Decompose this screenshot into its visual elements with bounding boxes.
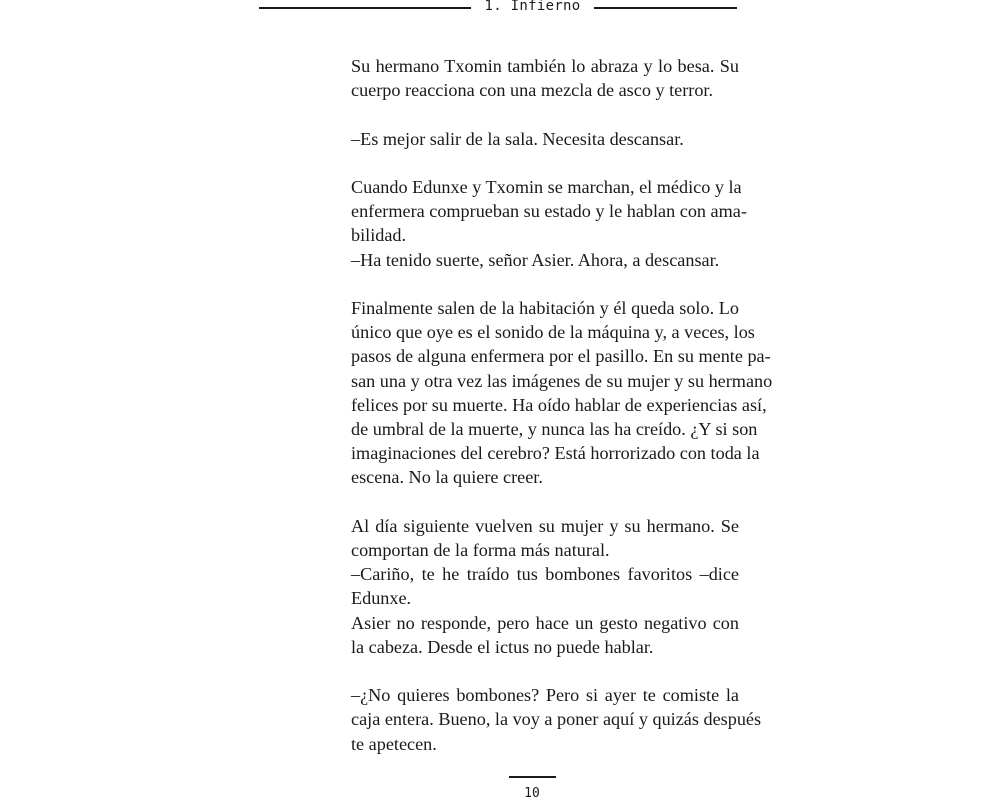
text-line: enfermera comprueban su estado y le hablan con ama-: [351, 201, 747, 222]
header-rule-right: [594, 7, 737, 9]
text-line: pasos de alguna enfermera por el pasillo. En su mente pa-: [351, 346, 771, 367]
paragraph: [327, 514, 739, 562]
paragraph: [327, 127, 739, 151]
text-line: –Cariño, te he traído tus bombones favoritos –dice: [351, 564, 739, 585]
body-text: [327, 54, 773, 756]
text-line: Asier no responde, pero hace un gesto negativo con: [351, 612, 739, 633]
text-line: –Ha tenido suerte, señor Asier. Ahora, a descansar.: [351, 249, 720, 270]
text-line: felices por su muerte. Ha oído hablar de experiencias así,: [351, 394, 767, 415]
text-line: escena. No la quiere creer.: [351, 467, 543, 488]
text-line: de umbral de la muerte, y nunca las ha creído. ¿Y si son: [351, 419, 758, 439]
text-line: –¿No quieres bombones? Pero si ayer te comiste la: [351, 685, 739, 706]
text-line: comportan de la forma más natural.: [351, 540, 610, 560]
text-line: Su hermano Txomin también lo abraza y lo besa. Su: [351, 56, 739, 76]
paragraph: [327, 296, 773, 490]
text-line: san una y otra vez las imágenes de su mujer y su hermano: [351, 370, 773, 391]
text-line: –Es mejor salir de la sala. Necesita descansar.: [351, 128, 684, 149]
paragraph: [327, 54, 739, 102]
page-number: 10: [524, 786, 540, 800]
paragraph: [327, 562, 739, 610]
text-line: único que oye es el sonido de la máquina y, a veces, los: [351, 322, 755, 343]
paragraph: [327, 611, 739, 659]
text-line: imaginaciones del cerebro? Está horrorizado con toda la: [351, 443, 760, 464]
text-line: Cuando Edunxe y Txomin se marchan, el médico y la: [351, 176, 742, 197]
text-line: la cabeza. Desde el ictus no puede hablar.: [351, 636, 654, 657]
footer-rule: [509, 776, 556, 778]
paragraph: [327, 683, 762, 756]
text-line: Edunxe.: [351, 588, 412, 609]
text-line: Al día siguiente vuelven su mujer y su hermano. Se: [351, 515, 739, 536]
paragraph: [327, 175, 747, 248]
text-line: bilidad.: [351, 225, 407, 246]
text-line: te apetecen.: [351, 733, 437, 754]
text-line: caja entera. Bueno, la voy a poner aquí y quizás después: [351, 709, 762, 730]
text-line: Finalmente salen de la habitación y él queda solo. Lo: [351, 297, 739, 318]
text-line: cuerpo reacciona con una mezcla de asco y terror.: [351, 80, 714, 101]
paragraph: [327, 248, 739, 272]
chapter-header-title: 1. Infierno: [484, 0, 581, 14]
header-rule-left: [259, 7, 471, 9]
